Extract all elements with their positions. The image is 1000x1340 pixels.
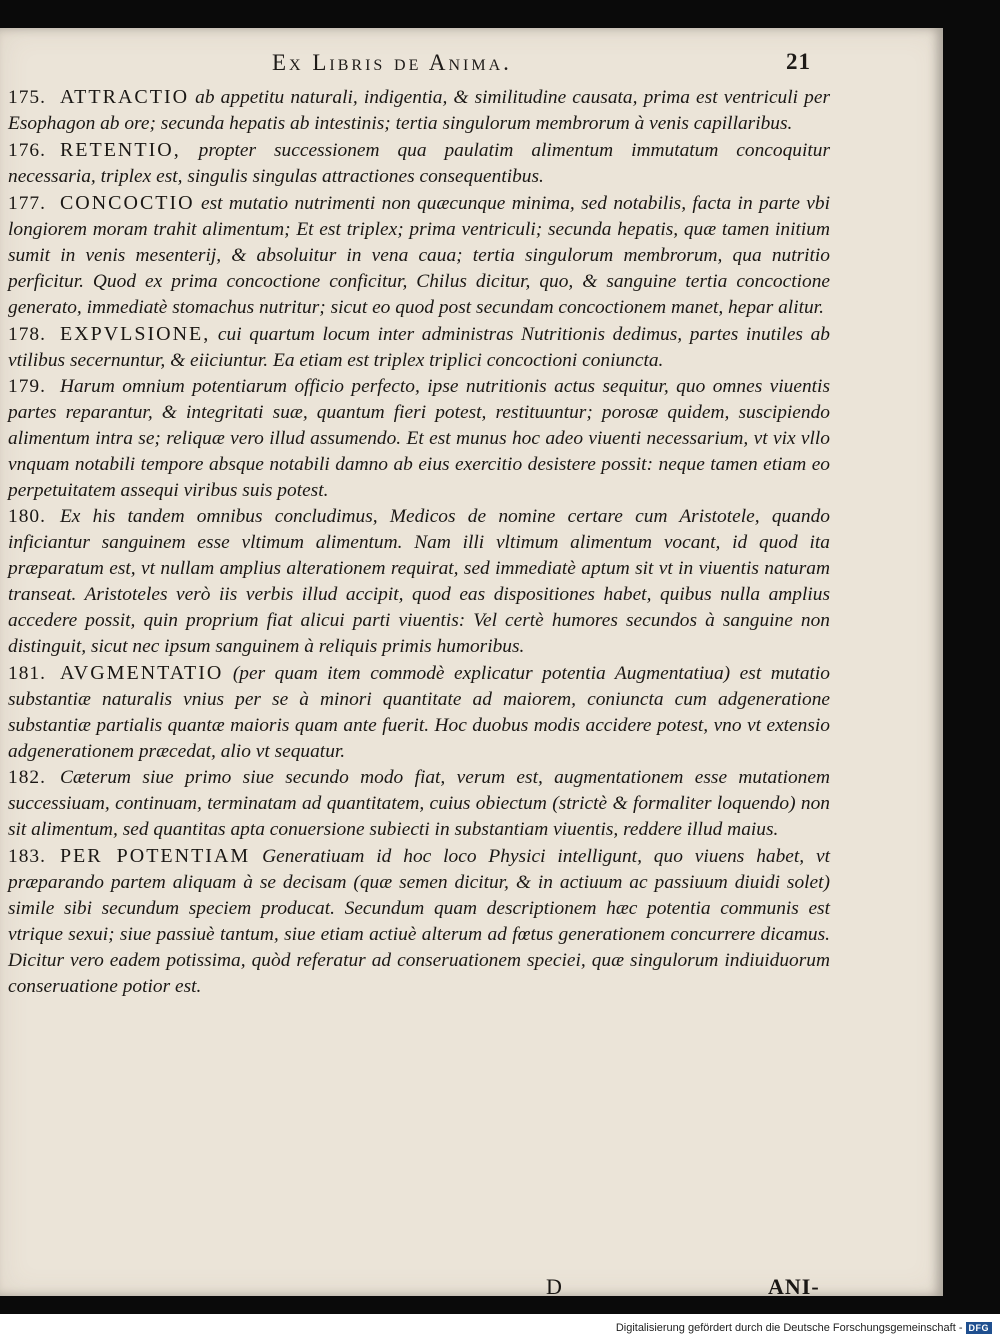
running-title: Ex Libris de Anima.: [272, 50, 512, 75]
paragraph-number: 179.: [8, 376, 46, 397]
paragraph-text: Cæterum siue primo siue secundo modo fiat, verum est, augmentationem esse mutationem successiuam, continuam, terminatam ad quantitatem, cuius obiectum (strictè & formaliter loquendo) non sit alimentum, sed quantitas apta conuersione subiecti in substantiam viuentis, reddere illud maius.: [8, 767, 830, 840]
digitization-credit: [616, 1321, 992, 1335]
paragraph-text: Ex his tandem omnibus concludimus, Medicos de nomine certare cum Aristotele, quando inficiantur sanguinem esse vltimum alimentum. Nam illi vltimum alimentum vocant, id quod ita præparatum est, vt nullam amplius alterationem requirat, sed immediatè aptum sit vt in viuentis naturam transeat. Aristoteles verò iis verbis illud accipit, quod eas dispositiones habet, quibus nulla amplius accedere possit, quin proprium fiat alicui parti viuentis: Vel certè humores secundos à sanguine non distinguit, sicut nec ipsum sanguinem à reliquis primis humoribus.: [8, 506, 830, 657]
signature-mark: D: [546, 1274, 562, 1299]
paragraph-lead: ATTRACTIO: [59, 86, 190, 108]
paragraph-text: propter successionem qua paulatim alimentum immutatum concoquitur necessaria, triplex est, singulis singulas attractiones consequentibus.: [8, 140, 830, 187]
credit-text: Digitalisierung gefördert durch die Deutsche Forschungsgemeinschaft -: [615, 1322, 963, 1334]
paragraph-183: [8, 843, 830, 1000]
paragraph-number: 182.: [8, 767, 46, 788]
paragraph-text: Harum omnium potentiarum officio perfecto, ipse nutritionis actus sequitur, quo omnes viuentis partes reparantur, & integritati suæ, quantum fieri potest, restituuntur; porosæ quidem, suscipiendo alimentum intra se; reliquæ vero illud assumendo. Et est munus hoc adeo viuenti necessarium, vt vix vllo vnquam notabili tempore absque notabili damno ab eius exercitio desistere possit: neque tamen etiam eo perpetuitatem assequi viribus suis potest.: [8, 376, 830, 501]
paragraph-180: [8, 504, 830, 660]
paragraph-text: est mutatio nutrimenti non quæcunque minima, sed notabilis, facta in parte vbi longiorem moram trahit alimentum; Et est triplex; prima ventriculi; secunda hepatis, quæ tamen initium sumit in venis mesenterij, & absoluitur in vena caua; tertia singulorum membrorum, qua nutritio perficitur. Quod ex prima concoctione conficitur, Chilus dicitur, quo, & sanguine tertia concoctione generato, immediatè stomachus nutritur; sicut eo quod post secundam concoctionem manet, hepar alitur.: [8, 193, 830, 318]
paragraph-number: 177.: [8, 193, 46, 214]
paragraph-number: 176.: [8, 140, 46, 161]
paragraph-text: cui quartum locum inter administras Nutritionis dedimus, partes inutiles ab vtilibus secernuntur, & eiiciuntur. Ea etiam est triplex triplici concoctioni coniuncta.: [8, 324, 830, 371]
paragraph-178: [8, 321, 830, 374]
paragraph-182: [8, 765, 830, 843]
paragraph-lead: PER POTENTIAM: [59, 845, 251, 867]
paragraph-181: [8, 660, 830, 765]
page-number: 21: [786, 49, 811, 74]
catchword: ANI-: [768, 1274, 820, 1299]
paragraph-177: [8, 190, 830, 321]
paragraph-number: 175.: [8, 87, 46, 108]
dfg-logo-icon: DFG: [966, 1322, 993, 1334]
paragraph-number: 178.: [8, 324, 46, 345]
paragraph-text: Generatiuam id hoc loco Physici intelligunt, quo viuens habet, vt præparando partem aliquam à se decisam (quæ semen dicitur, & in actiuum ac passiuum diuidi solet) simile sibi secundum speciem producat. Secundum quam descriptionem hæc potentia communis est vtrique sexui; siue passiuè tantum, siue etiam actiuè alterum ad fœtus generationem concurrere dicamus. Dicitur vero eadem potissima, quòd referatur ad conseruationem speciei, quæ singulorum indiuiduorum conseruatione potior est.: [8, 846, 830, 997]
paragraph-text: (per quam item commodè explicatur potentia Augmentatiua) est mutatio substantiæ naturalis vnius per se à minori quantitate ad maiorem, coniuncta cum adgeneratione substantiæ partialis quantæ maioris quam ante fuerit. Hoc duobus modis accidere potest, vno vt extensio adgenerationem præcedat, alio vt sequatur.: [8, 663, 830, 762]
paragraph-number: 180.: [8, 506, 46, 527]
paragraph-lead: RETENTIO,: [59, 139, 181, 161]
paragraph-number: 183.: [8, 846, 46, 867]
paragraph-176: [8, 137, 830, 190]
paragraph-number: 181.: [8, 663, 46, 684]
paragraph-179: [8, 374, 830, 504]
book-page: [0, 28, 943, 1299]
paragraph-lead: CONCOCTIO: [59, 192, 195, 214]
paragraph-lead: EXPVLSIONE,: [59, 323, 211, 345]
body-text: [8, 84, 830, 1000]
paragraph-lead: AVGMENTATIO: [59, 662, 224, 684]
paragraph-text: ab appetitu naturali, indigentia, & similitudine causata, prima est ventriculi per Esophagon ab ore; secunda hepatis ab intestinis; tertia singulorum membrorum à venis capillaribus.: [8, 87, 830, 134]
paragraph-175: [8, 84, 830, 137]
